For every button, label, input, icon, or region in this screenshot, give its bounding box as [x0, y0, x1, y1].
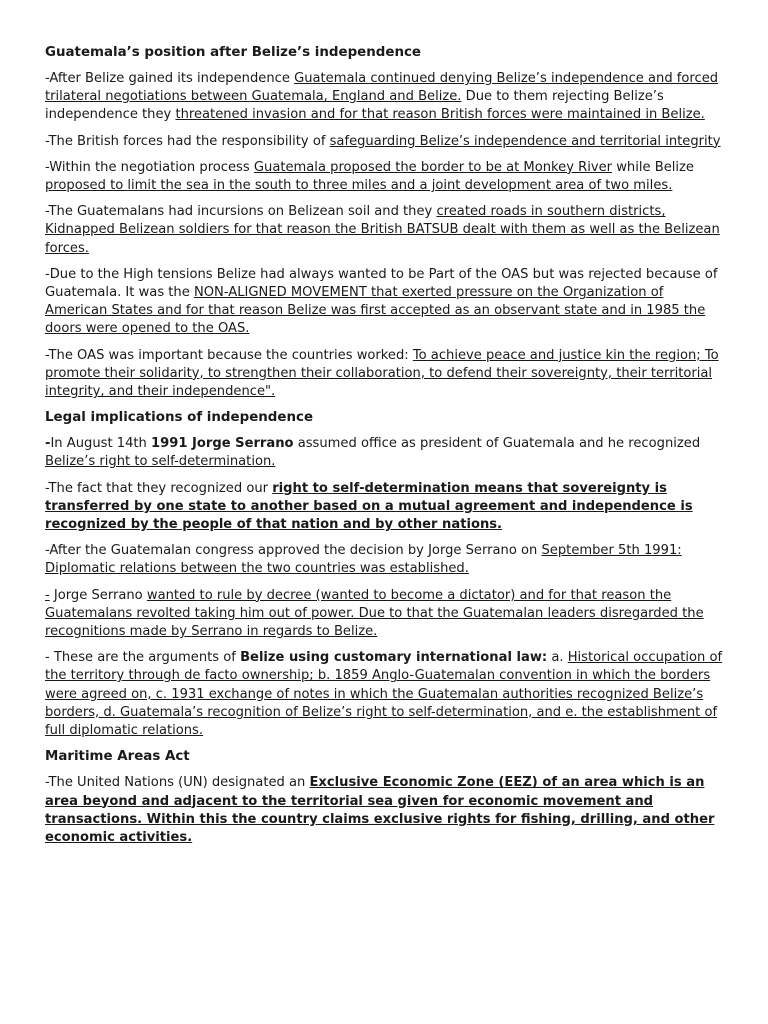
- section-heading: Maritime Areas Act: [45, 749, 190, 765]
- text-run: Jorge Serrano: [49, 587, 147, 603]
- text-run: Due to them rejecting Belize’s independence they: [45, 89, 664, 123]
- text-run: NON-ALIGNED MOVEMENT that exerted pressure on the Organization of American States and for that reason Belize was first accepted as an observant state and in 1985 the doors were opened to the OAS.: [45, 285, 706, 337]
- text-run: Belize’s right to self-determination.: [45, 454, 276, 470]
- paragraph: [45, 587, 725, 642]
- text-run: In August 14th: [50, 436, 151, 452]
- paragraph: [45, 266, 725, 339]
- text-run: -: [45, 587, 50, 603]
- text-run: -: [45, 436, 51, 452]
- text-run: threatened invasion and for that reason British forces were maintained in Belize.: [175, 107, 705, 123]
- paragraph: [45, 133, 725, 151]
- text-run: -Due to the High tensions Belize had always wanted to be Part of the OAS but was rejected because of Guatemala. It was the: [45, 266, 718, 301]
- text-run: created roads in southern districts, Kidnapped Belizean soldiers for that reason the British BATSUB dealt with them as well as the Belizean forces.: [45, 204, 720, 256]
- text-run: Historical occupation of the territory through de facto ownership; b. 1859 Anglo-Guatemalan convention in which the borders were agreed on, c. 1931 exchange of notes in which the Guatemalan authorities recognized Belize’s borders, d. Guatemala’s recognition of Belize’s right to self-determination, and e. the establishment of full diplomatic relations.: [45, 650, 723, 739]
- text-run: -Within the negotiation process: [45, 159, 254, 175]
- text-run: safeguarding Belize’s independence and territorial integrity: [329, 133, 721, 149]
- text-run: Guatemala proposed the border to be at Monkey River: [253, 159, 613, 175]
- text-run: Exclusive Economic Zone (EEZ) of an area which is an area beyond and adjacent to the territorial sea given for economic movement and transactions. Within this the country claims exclusive rights for fishing, drilling, and other economic activities.: [45, 775, 715, 845]
- paragraph: [45, 542, 725, 578]
- section-heading: Guatemala’s position after Belize’s independence: [45, 45, 421, 60]
- section-heading: Legal implications of independence: [45, 410, 314, 426]
- text-run: a.: [547, 650, 568, 666]
- paragraph: [45, 774, 725, 847]
- text-run: wanted to rule by decree (wanted to become a dictator) and for that reason the Guatemalans revolted taking him out of power. Due to that the Guatemalan leaders disregarded the recognitions made by Serrano in regards to Belize.: [45, 587, 704, 640]
- text-run: - These are the arguments of: [45, 650, 241, 666]
- text-run: assumed office as president of Guatemala and he recognized: [293, 436, 701, 452]
- text-run: September 5th 1991: Diplomatic relations between the two countries was established.: [45, 543, 682, 577]
- text-run: Belize using customary international law:: [240, 650, 548, 666]
- paragraph: [45, 649, 725, 740]
- text-run: -The Guatemalans had incursions on Belizean soil and they: [45, 204, 437, 220]
- paragraph: [45, 480, 725, 535]
- section-maritime-areas-act: [45, 748, 725, 847]
- section-legal-implications: [45, 409, 725, 740]
- paragraph: [45, 435, 725, 471]
- text-run: -The United Nations (UN) designated an: [45, 775, 310, 791]
- document-body: [45, 44, 725, 855]
- paragraph: [45, 70, 725, 125]
- paragraph: [45, 159, 725, 195]
- text-run: Guatemala continued denying Belize’s independence and forced trilateral negotiations between Guatemala, England and Belize.: [45, 71, 719, 105]
- text-run: while Belize: [612, 159, 694, 175]
- section-guatemala-position: [45, 44, 725, 401]
- text-run: To achieve peace and justice kin the region; To promote their solidarity, to strengthen their collaboration, to defend their sovereignty, their territorial integrity, and their independence".: [45, 347, 719, 400]
- text-run: -After the Guatemalan congress approved the decision by Jorge Serrano on: [45, 543, 542, 559]
- paragraph: [45, 347, 725, 402]
- text-run: -After Belize gained its independence: [45, 71, 295, 86]
- text-run: -The British forces had the responsibility of: [45, 133, 330, 149]
- text-run: proposed to limit the sea in the south to three miles and a joint development area of two miles.: [45, 178, 673, 194]
- text-run: 1991 Jorge Serrano: [151, 436, 294, 452]
- text-run: -The fact that they recognized our: [45, 480, 273, 496]
- text-run: right to self-determination means that sovereignty is transferred by one state to another based on a mutual agreement and independence is recognized by the people of that nation and by other nations.: [45, 480, 693, 533]
- paragraph: [45, 203, 725, 258]
- text-run: -The OAS was important because the countries worked:: [45, 347, 413, 363]
